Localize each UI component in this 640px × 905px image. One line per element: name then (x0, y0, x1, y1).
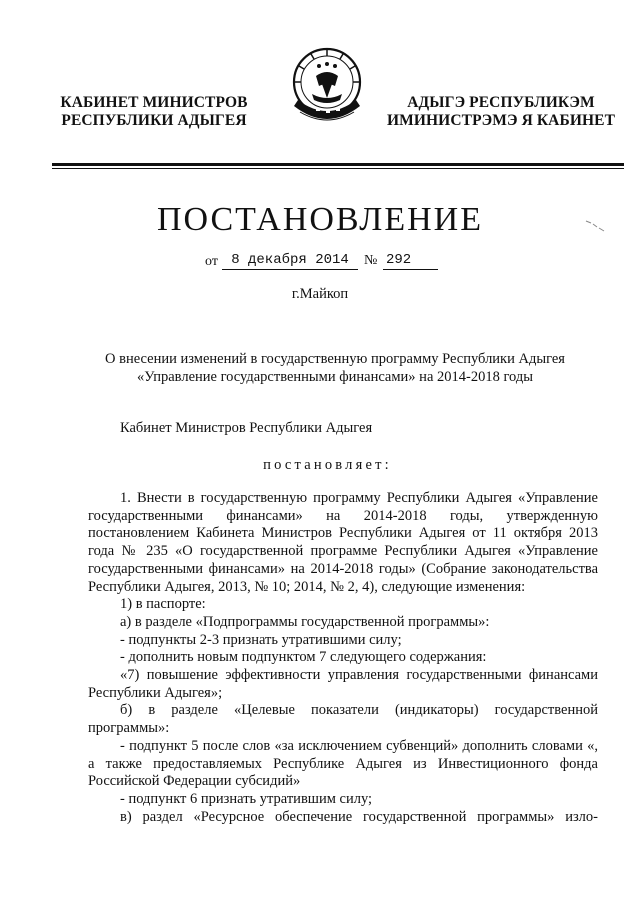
header-left-authority (45, 94, 263, 130)
body-paragraph-1: 1. Внести в государственную программу Республики Адыгея «Управление государственными финансами» на 2014-2018 годы, утвержденную постановлением Кабинета Министров Республики Адыгея от 11 октября 2013 года № 235 «О государственной программе Республики Адыгея «Управление государственными финансами» на 2014-2018 годы» (Собрание законодательства Республики Адыгея, 2013, № 10; 2014, № 2, 4), следующие изменения: (88, 490, 598, 595)
header-left-line-2: РЕСПУБЛИКИ АДЫГЕЯ (61, 112, 247, 129)
header-right-authority (382, 94, 620, 130)
date-underline (222, 269, 358, 270)
decree-word: постановляет: (263, 457, 392, 473)
issuing-body: Кабинет Министров Республики Адыгея (120, 420, 373, 436)
body-paragraph-6: «7) повышение эффективности управления государственными финансами Республики Адыгея»; (88, 667, 598, 701)
header-divider-thick (52, 163, 624, 166)
header-right-line-1: АДЫГЭ РЕСПУБЛИКЭМ (407, 94, 595, 111)
subject-line-2: «Управление государственными финансами» на 2014-2018 годы (136, 369, 533, 385)
body-paragraph-5: - дополнить новым подпунктом 7 следующего содержания: (120, 649, 487, 666)
body-paragraph-10: в) раздел «Ресурсное обеспечение государственной программы» изло- (120, 808, 598, 825)
body-paragraph-9: - подпункт 6 признать утратившим силу; (120, 790, 373, 807)
body-paragraph-7: б) в разделе «Целевые показатели (индикаторы) государственной программы»: (88, 702, 598, 737)
document-body (88, 490, 598, 826)
scan-artifact-icon (584, 218, 606, 232)
header-right-line-2: ИМИНИСТРЭМЭ Я КАБИНЕТ (386, 112, 616, 129)
number-underline (383, 269, 438, 270)
header-divider-thin (52, 168, 624, 169)
document-city: г.Майкоп (291, 286, 349, 302)
date-number-row (0, 252, 640, 274)
body-paragraph-4: - подпункты 2-3 признать утратившими силу; (120, 631, 402, 648)
coat-of-arms-icon (286, 42, 368, 147)
body-paragraph-3: а) в разделе «Подпрограммы государственной программы»: (120, 613, 490, 630)
header-left-line-1: КАБИНЕТ МИНИСТРОВ (60, 94, 248, 111)
date-prefix: от (205, 254, 218, 269)
document-number: 292 (386, 252, 412, 268)
subject-line-1: О внесении изменений в государственную программу Республики Адыгея (105, 351, 565, 367)
document-title: ПОСТАНОВЛЕНИЕ (156, 201, 484, 238)
document-subject (70, 350, 600, 386)
body-paragraph-2: 1) в паспорте: (120, 596, 206, 613)
number-prefix: № (364, 253, 378, 268)
body-paragraph-8: - подпункт 5 после слов «за исключением субвенций» дополнить словами «, а также предоставляемых Республике Адыгея из Инвестиционного фонда Российской Федерации субсидий» (88, 737, 598, 790)
document-date: 8 декабря 2014 (231, 252, 349, 268)
